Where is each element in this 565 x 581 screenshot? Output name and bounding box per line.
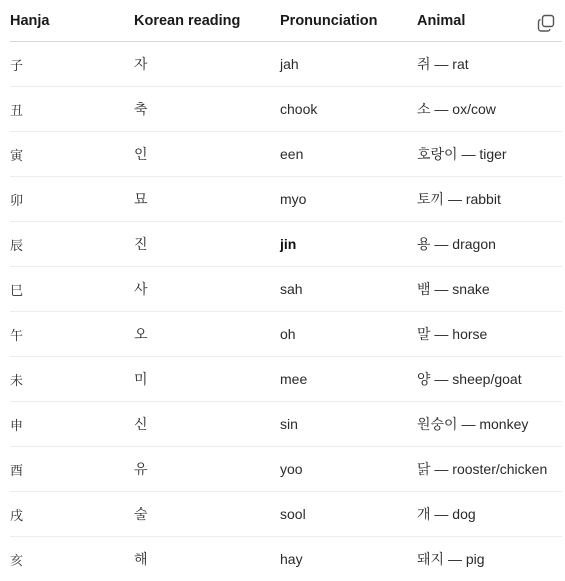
cell-korean-reading: 사 [134,267,280,312]
cell-korean-reading: 술 [134,492,280,537]
table-row [10,447,562,492]
cell-hanja: 巳 [10,267,134,312]
table-header [10,0,562,42]
cell-animal: 돼지 — pig [417,537,562,581]
cell-korean-reading: 축 [134,87,280,132]
cell-animal: 닭 — rooster/chicken [417,447,562,492]
cell-pronunciation: myo [280,177,417,222]
cell-pronunciation: mee [280,357,417,402]
cell-pronunciation: oh [280,312,417,357]
cell-hanja: 酉 [10,447,134,492]
cell-animal: 양 — sheep/goat [417,357,562,402]
cell-korean-reading: 자 [134,42,280,87]
table-row [10,312,562,357]
cell-animal: 쥐 — rat [417,42,562,87]
table-row [10,132,562,177]
cell-korean-reading: 미 [134,357,280,402]
cell-hanja: 未 [10,357,134,402]
cell-animal: 용 — dragon [417,222,562,267]
cell-hanja: 寅 [10,132,134,177]
cell-hanja: 申 [10,402,134,447]
cell-hanja: 戌 [10,492,134,537]
cell-korean-reading: 유 [134,447,280,492]
table-row [10,177,562,222]
table-body [10,42,562,581]
cell-pronunciation: jah [280,42,417,87]
cell-hanja: 辰 [10,222,134,267]
zodiac-table [10,0,562,581]
cell-pronunciation: een [280,132,417,177]
cell-pronunciation: sool [280,492,417,537]
cell-pronunciation: jin [280,222,417,267]
cell-animal: 호랑이 — tiger [417,132,562,177]
cell-korean-reading: 신 [134,402,280,447]
table-row [10,357,562,402]
cell-korean-reading: 진 [134,222,280,267]
header-hanja: Hanja [10,0,134,42]
cell-hanja: 午 [10,312,134,357]
header-row [10,0,562,42]
table-row [10,267,562,312]
cell-animal: 소 — ox/cow [417,87,562,132]
table-row [10,222,562,267]
cell-pronunciation: sin [280,402,417,447]
cell-animal: 토끼 — rabbit [417,177,562,222]
cell-hanja: 卯 [10,177,134,222]
cell-korean-reading: 해 [134,537,280,581]
cell-pronunciation: hay [280,537,417,581]
table-row [10,537,562,581]
cell-korean-reading: 인 [134,132,280,177]
cell-korean-reading: 오 [134,312,280,357]
cell-hanja: 子 [10,42,134,87]
copy-icon [537,14,555,32]
cell-animal: 말 — horse [417,312,562,357]
cell-hanja: 亥 [10,537,134,581]
cell-korean-reading: 묘 [134,177,280,222]
copy-table-button[interactable] [537,14,555,32]
cell-animal: 원숭이 — monkey [417,402,562,447]
cell-hanja: 丑 [10,87,134,132]
table-row [10,402,562,447]
header-korean-reading: Korean reading [134,0,280,42]
table-row [10,492,562,537]
header-pronunciation: Pronunciation [280,0,417,42]
cell-pronunciation: yoo [280,447,417,492]
cell-animal: 개 — dog [417,492,562,537]
table-row [10,87,562,132]
cell-pronunciation: chook [280,87,417,132]
cell-animal: 뱀 — snake [417,267,562,312]
table-row [10,42,562,87]
cell-pronunciation: sah [280,267,417,312]
header-animal: Animal [417,0,562,42]
